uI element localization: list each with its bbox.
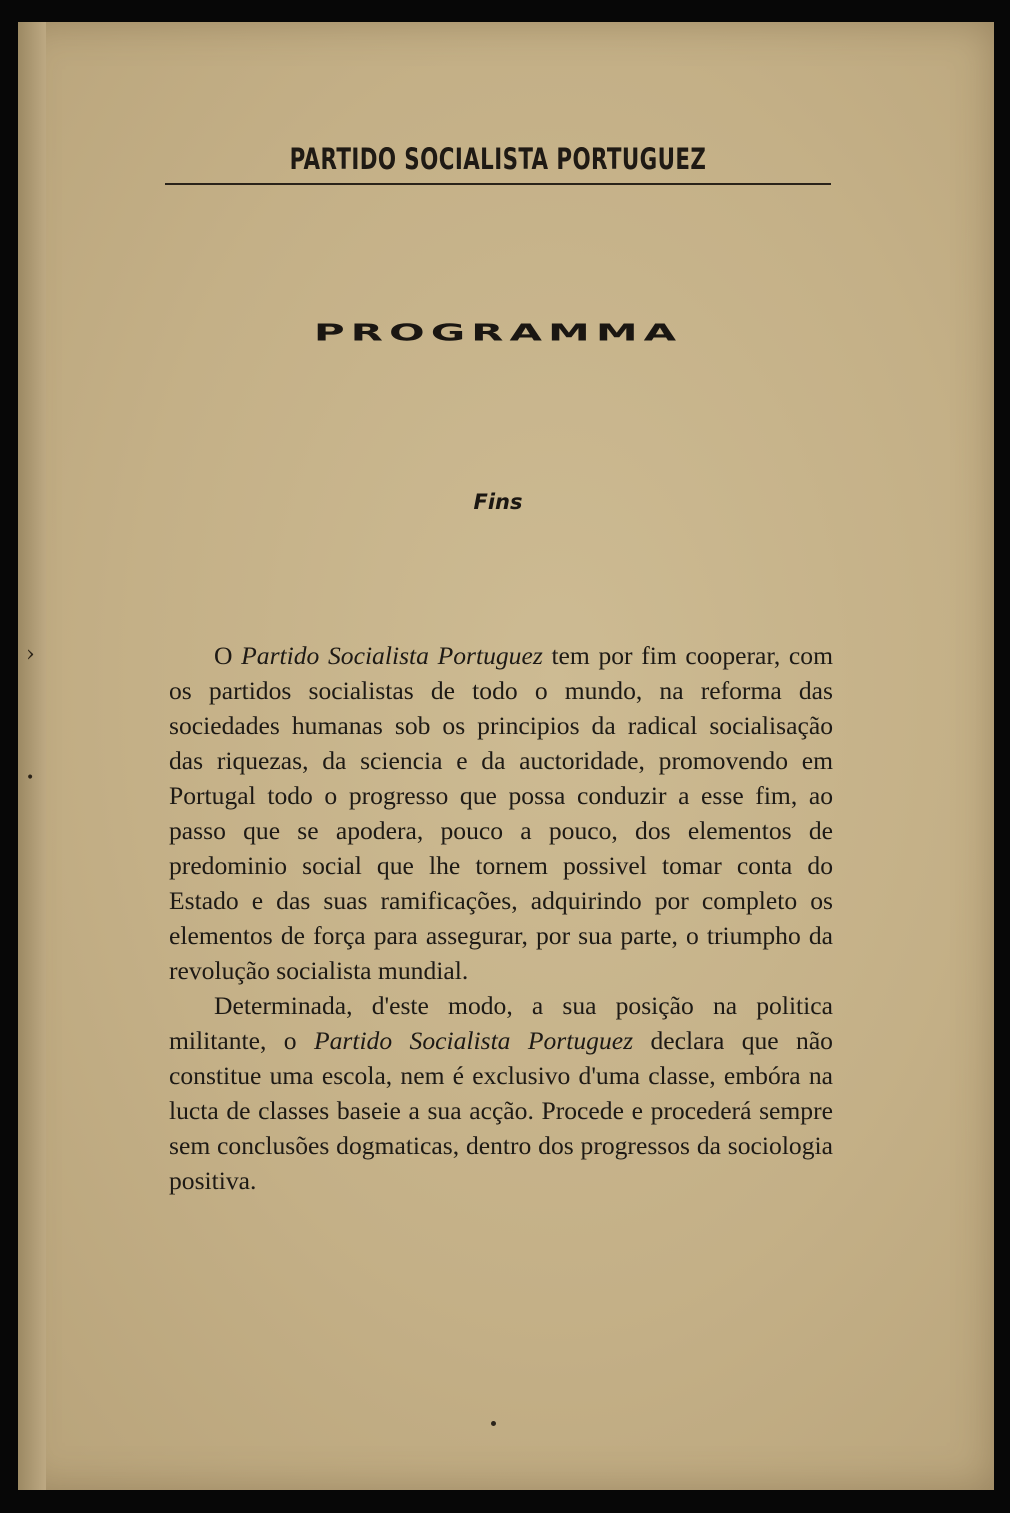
binding-gutter bbox=[18, 22, 46, 1490]
paragraph-1 bbox=[169, 638, 833, 988]
document-title: PROGRAMMA bbox=[313, 319, 683, 346]
section-heading: Fins bbox=[473, 490, 523, 514]
body-text bbox=[169, 638, 833, 1198]
margin-mark: › bbox=[26, 642, 35, 667]
margin-mark: • bbox=[26, 770, 35, 786]
ink-dot bbox=[491, 1421, 496, 1426]
party-name-italic: Partido Socialista Portuguez bbox=[313, 1026, 634, 1055]
paragraph-2-lead: Determinada, d'este modo, a sua posição na politica militante, o bbox=[169, 991, 833, 1055]
header-rule bbox=[165, 183, 831, 185]
paragraph-1-rest: tem por fim cooperar, com os partidos socialistas de todo o mundo, na reforma das sociedades humanas sob os principios da radical socialisação das riquezas, da sciencia e da auctoridade, promovendo em Portugal todo o progresso que possa conduzir a esse fim, ao passo que se apodera, pouco a pouco, dos elementos de predominio social que lhe tornem possivel tomar conta do Estado e das suas ramificações, adquirindo por completo os elementos de força para assegurar, por sua parte, o triumpho da revolução socialista mundial. bbox=[169, 641, 833, 985]
paragraph-2 bbox=[169, 988, 833, 1198]
party-name-italic: Partido Socialista Portuguez bbox=[241, 641, 543, 670]
paragraph-2-rest: declara que não constitue uma escola, nem é exclusivo d'uma classe, embóra na lucta de classes baseie a sua acção. Procede e procederá sempre sem conclusões dogmaticas, dentro dos progressos da sociologia positiva. bbox=[169, 1026, 833, 1195]
running-head: PARTIDO SOCIALISTA PORTUGUEZ bbox=[289, 142, 707, 176]
paragraph-1-lead: O bbox=[214, 641, 242, 670]
